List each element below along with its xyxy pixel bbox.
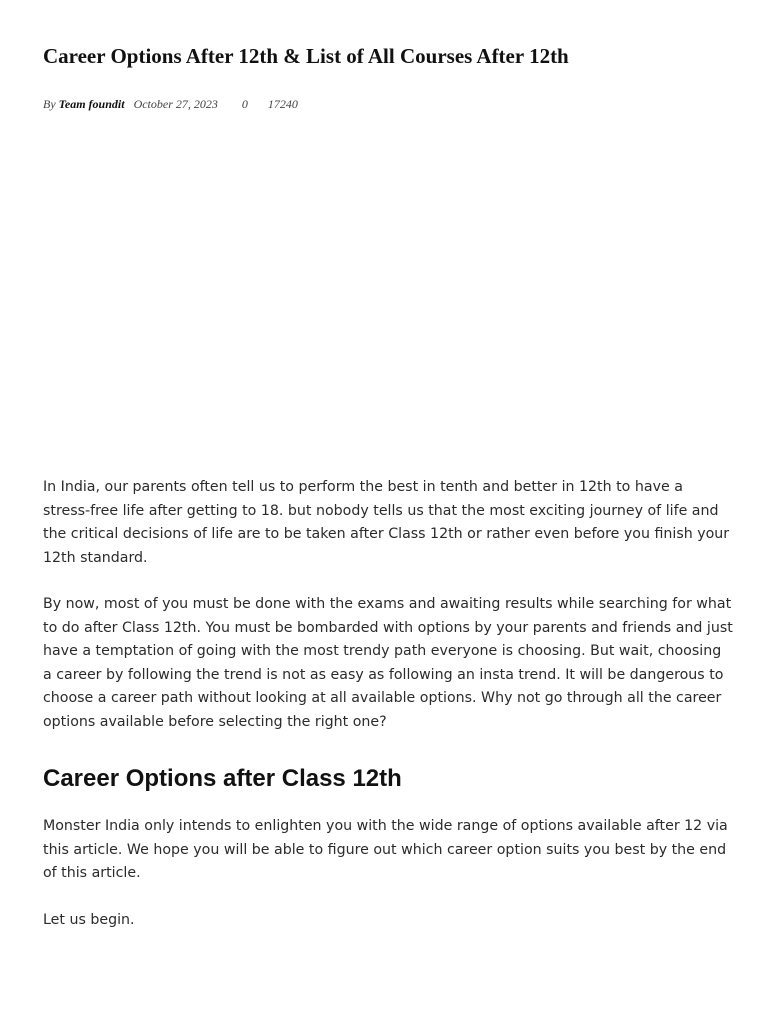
publish-date: October 27, 2023 [133,97,218,111]
comment-count[interactable]: 0 [241,97,248,111]
author-link[interactable]: Team foundit [58,97,125,111]
view-count: 17240 [267,97,298,111]
by-label: By [43,97,56,111]
intro-paragraph-2: By now, most of you must be done with the exams and awaiting results while searching for what to do after Class 12th. You must be bombarded with options by your parents and friends and just have a temptation of going with the most trendy path everyone is choosing. But wait, choosing a career by following the trend is not as easy as following an insta trend. It will be dangerous to choose a career path without looking at all available options. Why not go through all the career options available before selecting the right one? [43,596,733,730]
section-heading: Career Options after Class 12th [43,765,402,792]
section-paragraph-1: Monster India only intends to enlighten you with the wide range of options available after 12 via this article. We hope you will be able to figure out which career option suits you best by the end of this article. [43,818,728,881]
ad-placeholder [43,130,733,460]
section-paragraph-2: Let us begin. [43,912,135,928]
intro-paragraph-1: In India, our parents often tell us to perform the best in tenth and better in 12th to have a stress-free life after getting to 18. but nobody tells us that the most exciting journey of life and the critical decisions of life are to be taken after Class 12th or rather even before you finish your 12th standard. [43,479,730,566]
article-meta [43,96,298,112]
article-title: Career Options After 12th & List of All Courses After 12th [43,44,569,68]
